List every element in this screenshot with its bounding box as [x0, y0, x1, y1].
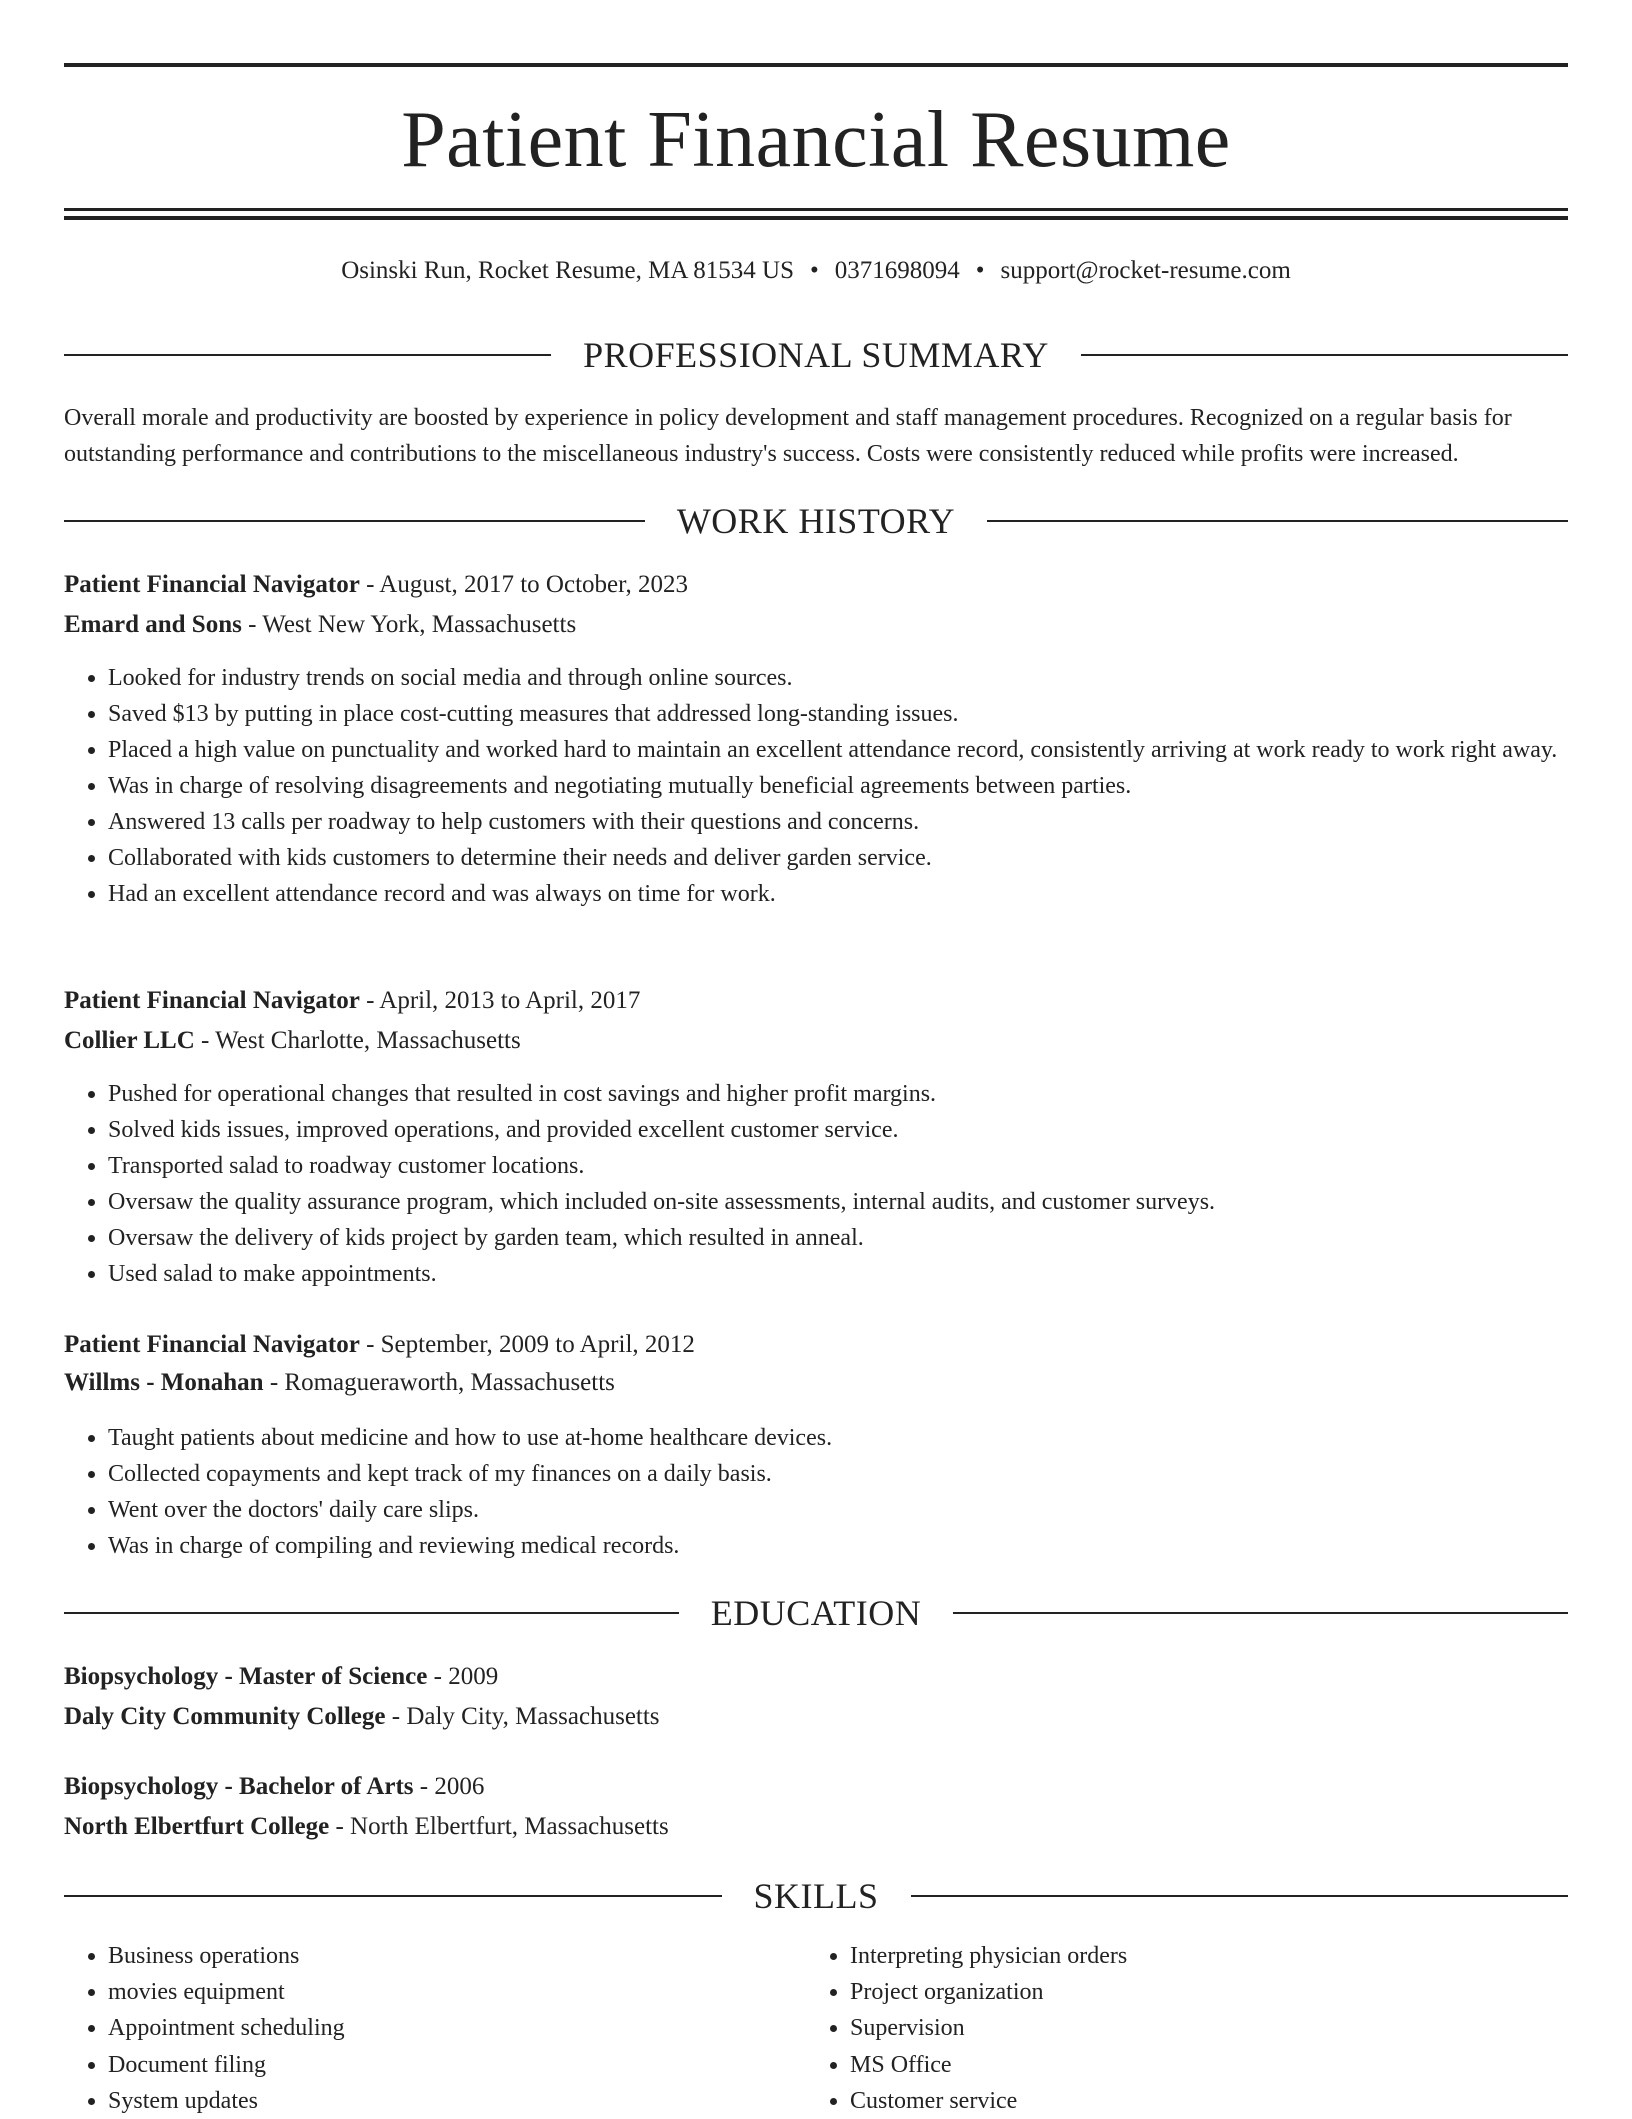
list-item: • Collaborated with kids customers to determine their needs and deliver garden service.: [108, 840, 1568, 876]
job-company-line: [64, 1022, 1568, 1060]
skill-item: • MS Office: [850, 2047, 1530, 2083]
list-item: • Went over the doctors' daily care slips.: [108, 1492, 1568, 1528]
contact-email: support@rocket-resume.com: [1000, 257, 1291, 284]
job-bullets: [64, 1076, 1568, 1292]
education-location: - North Elbertfurt, Massachusetts: [329, 1813, 669, 1840]
list-item: • Collected copayments and kept track of my finances on a daily basis.: [108, 1456, 1568, 1492]
skill-item: • Appointment scheduling: [108, 2010, 788, 2046]
job-dates: - April, 2013 to April, 2017: [359, 987, 641, 1014]
list-item: • Was in charge of resolving disagreements and negotiating mutually beneficial agreements between parties.: [108, 768, 1568, 804]
contact-line: [64, 254, 1568, 288]
list-item: • Was in charge of compiling and reviewing medical records.: [108, 1528, 1568, 1564]
job-title: Patient Financial Navigator: [64, 571, 360, 598]
job-dates: - August, 2017 to October, 2023: [359, 571, 688, 598]
education-degree-line: [64, 1658, 1568, 1696]
contact-phone: 0371698094: [834, 257, 960, 284]
section-heading-skills: [64, 1874, 1568, 1918]
skill-item: • Supervision: [850, 2010, 1530, 2046]
job-company: Collier LLC: [64, 1027, 195, 1054]
contact-separator: •: [975, 257, 985, 284]
education-school: Daly City Community College: [64, 1703, 386, 1730]
education-school: North Elbertfurt College: [64, 1813, 330, 1840]
section-title: EDUCATION: [710, 1593, 922, 1633]
list-item: • Answered 13 calls per roadway to help customers with their questions and concerns.: [108, 804, 1568, 840]
job-company: Emard and Sons: [64, 611, 242, 638]
section-title: WORK HISTORY: [676, 501, 956, 541]
education-location: - Daly City, Massachusetts: [385, 1703, 660, 1730]
skills-list-left: [64, 1938, 788, 2119]
heading-rule: [911, 1895, 1569, 1897]
list-item: • Looked for industry trends on social media and through online sources.: [108, 660, 1568, 696]
list-item: • Saved $13 by putting in place cost-cutting measures that addressed long-standing issues.: [108, 696, 1568, 732]
list-item: • Placed a high value on punctuality and worked hard to maintain an excellent attendance record, consistently arriving at work ready to work right away.: [108, 732, 1568, 768]
heading-rule: [64, 520, 645, 522]
list-item: • Taught patients about medicine and how to use at-home healthcare devices.: [108, 1420, 1568, 1456]
section-heading-summary: [64, 333, 1568, 377]
skill-item: • Document filing: [108, 2047, 788, 2083]
list-item: • Oversaw the quality assurance program, which included on-site assessments, internal audits, and customer surveys.: [108, 1184, 1568, 1220]
education-school-line: [64, 1698, 1568, 1736]
heading-rule: [953, 1612, 1568, 1614]
education-degree: Biopsychology - Master of Science: [64, 1663, 428, 1690]
top-rule: [64, 63, 1568, 67]
list-item: • Oversaw the delivery of kids project by garden team, which resulted in anneal.: [108, 1220, 1568, 1256]
job-title: Patient Financial Navigator: [64, 1331, 360, 1358]
job-title-line: [64, 1326, 1568, 1364]
skills-list-right: [806, 1938, 1530, 2119]
contact-address: Osinski Run, Rocket Resume, MA 81534 US: [341, 257, 794, 284]
skill-item: • movies equipment: [108, 1974, 788, 2010]
skill-item: • Project organization: [850, 1974, 1530, 2010]
skill-item: • Customer service: [850, 2083, 1530, 2119]
title-double-rule: [64, 208, 1568, 220]
section-title: PROFESSIONAL SUMMARY: [583, 335, 1049, 375]
job-bullets: [64, 1420, 1568, 1564]
summary-text: Overall morale and productivity are boosted by experience in policy development and staff management procedures. Recognized on a regular basis for outstanding performance and contributions to the miscellaneous industry's success. Costs were consistently reduced while profits were increased.: [64, 405, 1512, 467]
contact-separator: •: [809, 257, 819, 284]
education-year: - 2006: [413, 1773, 485, 1800]
skill-item: • System updates: [108, 2083, 788, 2119]
job-company-line: [64, 606, 1568, 644]
skill-item: • Business operations: [108, 1938, 788, 1974]
list-item: • Had an excellent attendance record and was always on time for work.: [108, 876, 1568, 912]
job-title-line: [64, 982, 1568, 1020]
job-title: Patient Financial Navigator: [64, 987, 360, 1014]
job-company: Willms - Monahan: [64, 1369, 264, 1396]
heading-rule: [64, 1612, 679, 1614]
heading-rule: [64, 354, 551, 356]
job-company-line: [64, 1364, 1568, 1402]
list-item: • Used salad to make appointments.: [108, 1256, 1568, 1292]
education-school-line: [64, 1808, 1568, 1846]
job-location: - Romagueraworth, Massachusetts: [263, 1369, 615, 1396]
education-degree-line: [64, 1768, 1568, 1806]
job-location: - West New York, Massachusetts: [241, 611, 577, 638]
list-item: • Pushed for operational changes that resulted in cost savings and higher profit margins.: [108, 1076, 1568, 1112]
resume-title: Patient Financial Resume: [401, 96, 1231, 184]
list-item: • Solved kids issues, improved operations, and provided excellent customer service.: [108, 1112, 1568, 1148]
job-bullets: [64, 660, 1568, 912]
list-item: • Transported salad to roadway customer locations.: [108, 1148, 1568, 1184]
heading-rule: [1081, 354, 1568, 356]
job-title-line: [64, 566, 1568, 604]
job-dates: - September, 2009 to April, 2012: [359, 1331, 695, 1358]
job-location: - West Charlotte, Massachusetts: [194, 1027, 521, 1054]
section-heading-education: [64, 1591, 1568, 1635]
education-year: - 2009: [427, 1663, 499, 1690]
skill-item: • Interpreting physician orders: [850, 1938, 1530, 1974]
heading-rule: [64, 1895, 722, 1897]
heading-rule: [987, 520, 1568, 522]
education-degree: Biopsychology - Bachelor of Arts: [64, 1773, 414, 1800]
section-title: SKILLS: [753, 1876, 879, 1916]
section-heading-work: [64, 499, 1568, 543]
